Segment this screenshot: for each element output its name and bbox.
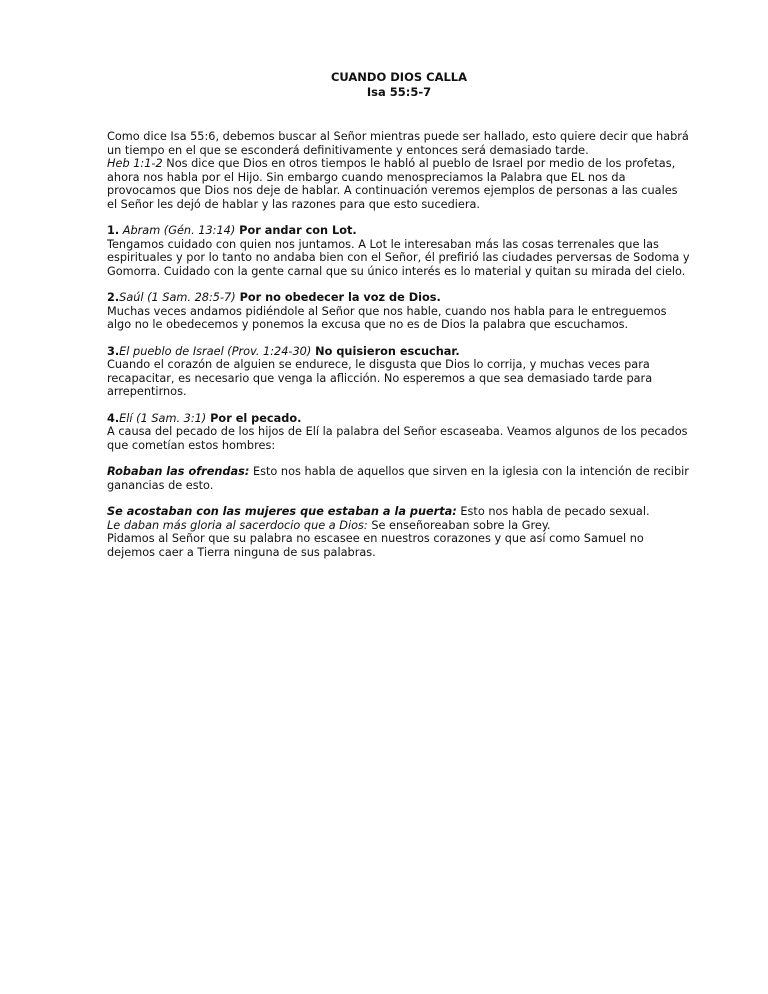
section-4-text: A causa del pecado de los hijos de Elí la palabra del Señor escaseaba. Veamos algunos de los pecados que cometían estos hombres: [107, 425, 688, 452]
section-2-header [107, 291, 691, 305]
section-reference: Saúl (1 Sam. 28:5-7) [119, 291, 236, 304]
sin-points-2-3 [107, 505, 691, 559]
section-3-text: Cuando el corazón de alguien se endurece, le disgusta que Dios lo corrija, y muchas veces para recapacitar, es necesario que venga la aflicción. No esperemos a que sea demasiado tarde para arrepentirnos. [107, 358, 653, 398]
section-number: 4. [107, 411, 120, 425]
section-1 [107, 224, 691, 278]
closing-paragraph: Pidamos al Señor que su palabra no escasee en nuestros corazones y que así como Samuel no dejemos caer a Tierra ninguna de sus palabras. [107, 532, 644, 559]
title-block [107, 70, 691, 100]
section-2-text: Muchas veces andamos pidiéndole al Señor que nos hable, cuando nos habla para le entreguemos algo no le obedecemos y ponemos la excusa que no es de Dios la palabra que escuchamos. [107, 304, 667, 331]
section-reference: Abram (Gén. 13:14) [119, 224, 236, 237]
sin-point-1 [107, 465, 691, 492]
document-title: CUANDO DIOS CALLA [330, 70, 468, 84]
section-4 [107, 412, 691, 453]
section-reference: Elí (1 Sam. 3:1) [119, 411, 207, 425]
sin-text: Esto nos habla de aquellos que sirven en la iglesia con la intención de recibir ganancias de esto. [107, 465, 689, 492]
section-3-header [107, 345, 691, 359]
section-number: 3. [107, 344, 120, 358]
section-3 [107, 345, 691, 399]
section-heading: Por no obedecer la voz de Dios. [235, 291, 441, 304]
document-subtitle: Isa 55:5-7 [366, 85, 432, 99]
intro-reference: Heb 1:1-2 [107, 157, 163, 170]
section-heading: No quisieron escuchar. [311, 344, 460, 358]
section-reference: El pueblo de Israel (Prov. 1:24-30) [119, 344, 312, 358]
intro-paragraph-1: Como dice Isa 55:6, debemos buscar al Señor mientras puede ser hallado, esto quiere decir que habrá un tiempo en el que se esconderá definitivamente y entonces será demasiado tarde. [107, 130, 689, 157]
intro-paragraph-2 [107, 157, 691, 211]
section-heading: Por el pecado. [206, 411, 302, 425]
section-number: 2. [107, 291, 120, 304]
section-1-text: Tengamos cuidado con quien nos juntamos. A Lot le interesaban más las cosas terrenales que las espirituales y por lo tanto no andaba bien con el Señor, él prefirió las ciudades perversas de Sodoma y Gomorra. Cuidado con la gente carnal que su único interés es lo material y quitan su mirada del cielo. [107, 237, 690, 278]
section-2 [107, 291, 691, 332]
sin-point-3-paragraph [107, 519, 691, 533]
intro [107, 130, 691, 211]
sin-label: Le daban más gloria al sacerdocio que a Dios: [107, 518, 368, 532]
document-page [107, 70, 691, 559]
intro-text: Nos dice que Dios en otros tiempos le habló al pueblo de Israel por medio de los profetas, ahora nos habla por el Hijo. Sin embargo cuando menospreciamos la Palabra que EL nos da provocamos que Dios nos deje de hablar. A continuación veremos ejemplos de personas a las cuales el Señor les dejó de hablar y las razones para que esto sucediera. [107, 157, 678, 211]
section-number: 1. [107, 224, 120, 237]
sin-point-1-paragraph [107, 465, 691, 492]
sin-label: Robaban las ofrendas: [107, 465, 250, 478]
sin-text: Se enseñoreaban sobre la Grey. [367, 518, 551, 532]
section-1-header [107, 224, 691, 238]
sin-label: Se acostaban con las mujeres que estaban a la puerta: [107, 505, 457, 518]
section-heading: Por andar con Lot. [235, 224, 357, 237]
sin-text: Esto nos habla de pecado sexual. [456, 505, 650, 518]
section-4-header [107, 412, 691, 426]
sin-point-2-paragraph [107, 505, 691, 519]
